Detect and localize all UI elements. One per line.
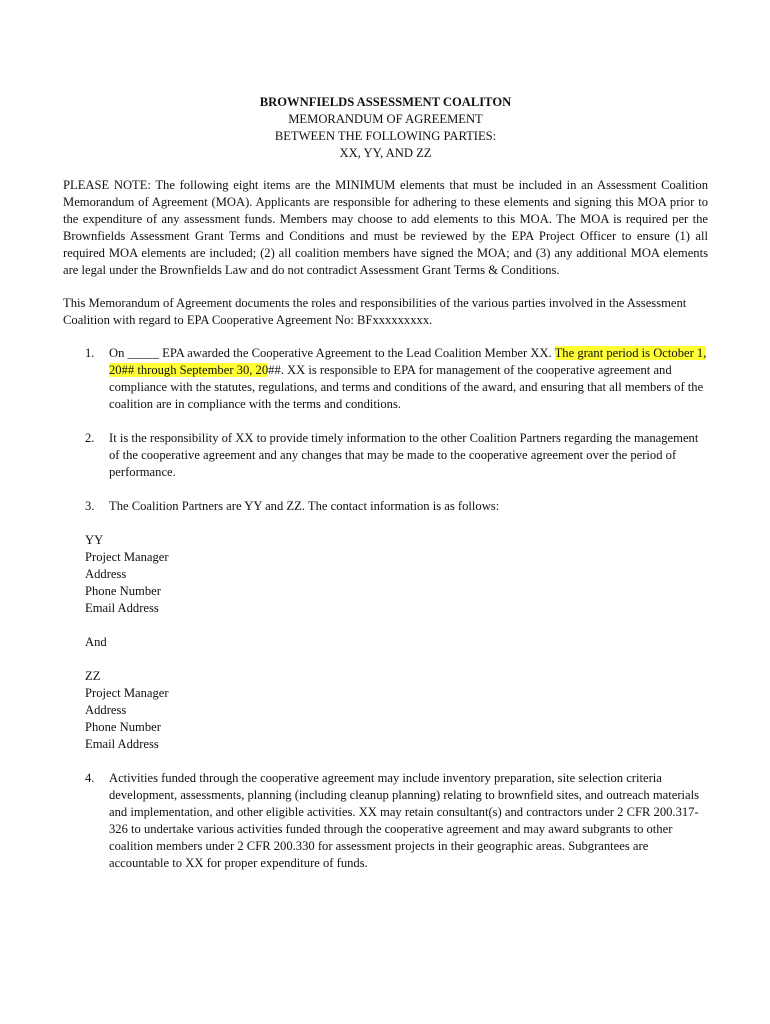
item-number: 3. [85,499,95,513]
item-text: The Coalition Partners are YY and ZZ. The contact information is as follows: [109,499,500,513]
item-number: 2. [85,431,95,445]
list-item-3 [63,498,708,515]
contact-email: Email Address [85,601,159,615]
title-block [63,94,708,162]
parties-heading: BETWEEN THE FOLLOWING PARTIES: [274,129,497,143]
contact-phone: Phone Number [85,720,161,734]
item-text: It is the responsibility of XX to provide timely information to the other Coalition Partners regarding the management of the cooperative agreement and any changes that may be made to the cooperative agreement over the period of performance. [109,431,699,479]
contact-email: Email Address [85,737,159,751]
list-item-4 [63,770,708,872]
contact-phone: Phone Number [85,584,161,598]
item-number: 1. [85,346,95,360]
item-text-continued: ##. XX is responsible to EPA for management of the cooperative agreement and compliance with the statutes, regulations, and terms and conditions of the award, and ensuring that all members of the coalition are in compliance with the terms and conditions. [109,363,704,411]
item-number: 4. [85,771,95,785]
contact-manager: Project Manager [85,686,169,700]
document-title: BROWNFIELDS ASSESSMENT COALITON [259,95,512,109]
contact-block-zz [85,668,708,753]
document-page [63,94,708,889]
contact-address: Address [85,703,127,717]
and-separator: And [85,635,107,649]
intro-paragraph: This Memorandum of Agreement documents the roles and responsibilities of the various parties involved in the Assessment Coalition with regard to EPA Cooperative Agreement No: BFxxxxxxxxx. [63,296,687,327]
parties-list: XX, YY, AND ZZ [339,146,432,160]
list-item-1 [63,345,708,413]
item-text: On _____ EPA awarded the Cooperative Agreement to the Lead Coalition Member XX. [109,346,555,360]
contact-name: YY [85,533,104,547]
item-text: Activities funded through the cooperative agreement may include inventory preparation, site selection criteria development, assessments, planning (including cleanup planning) relating to brownfield sites, and outreach materials and implementation, and other eligible activities. XX may retain consultant(s) and contractors under 2 CFR 200.317-326 to undertake various activities funded through the cooperative agreement and may award subgrants to other coalition members under 2 CFR 200.330 for assessment projects in their geographic areas. Subgrantees are accountable to XX for proper expenditure of funds. [109,771,699,870]
highlighted-text: The grant period is October 1, 20## through September 30, 20 [109,346,707,377]
contact-address: Address [85,567,127,581]
contact-name: ZZ [85,669,101,683]
document-subtitle: MEMORANDUM OF AGREEMENT [288,112,483,126]
please-note-paragraph: PLEASE NOTE: The following eight items are the MINIMUM elements that must be included in an Assessment Coalition Memorandum of Agreement (MOA). Applicants are responsible for adhering to these elements and signing this MOA prior to the expenditure of any assessment funds. Members may choose to add elements to this MOA. The MOA is required per the Brownfields Assessment Grant Terms and Conditions and must be reviewed by the EPA Project Officer to ensure (1) all required MOA elements are included; (2) all coalition members have signed the MOA; and (3) any additional MOA elements are legal under the Brownfields Law and do not contradict Assessment Grant Terms & Conditions. [63,178,708,277]
list-item-2 [63,430,708,481]
contact-block-yy [85,532,708,617]
contact-manager: Project Manager [85,550,169,564]
